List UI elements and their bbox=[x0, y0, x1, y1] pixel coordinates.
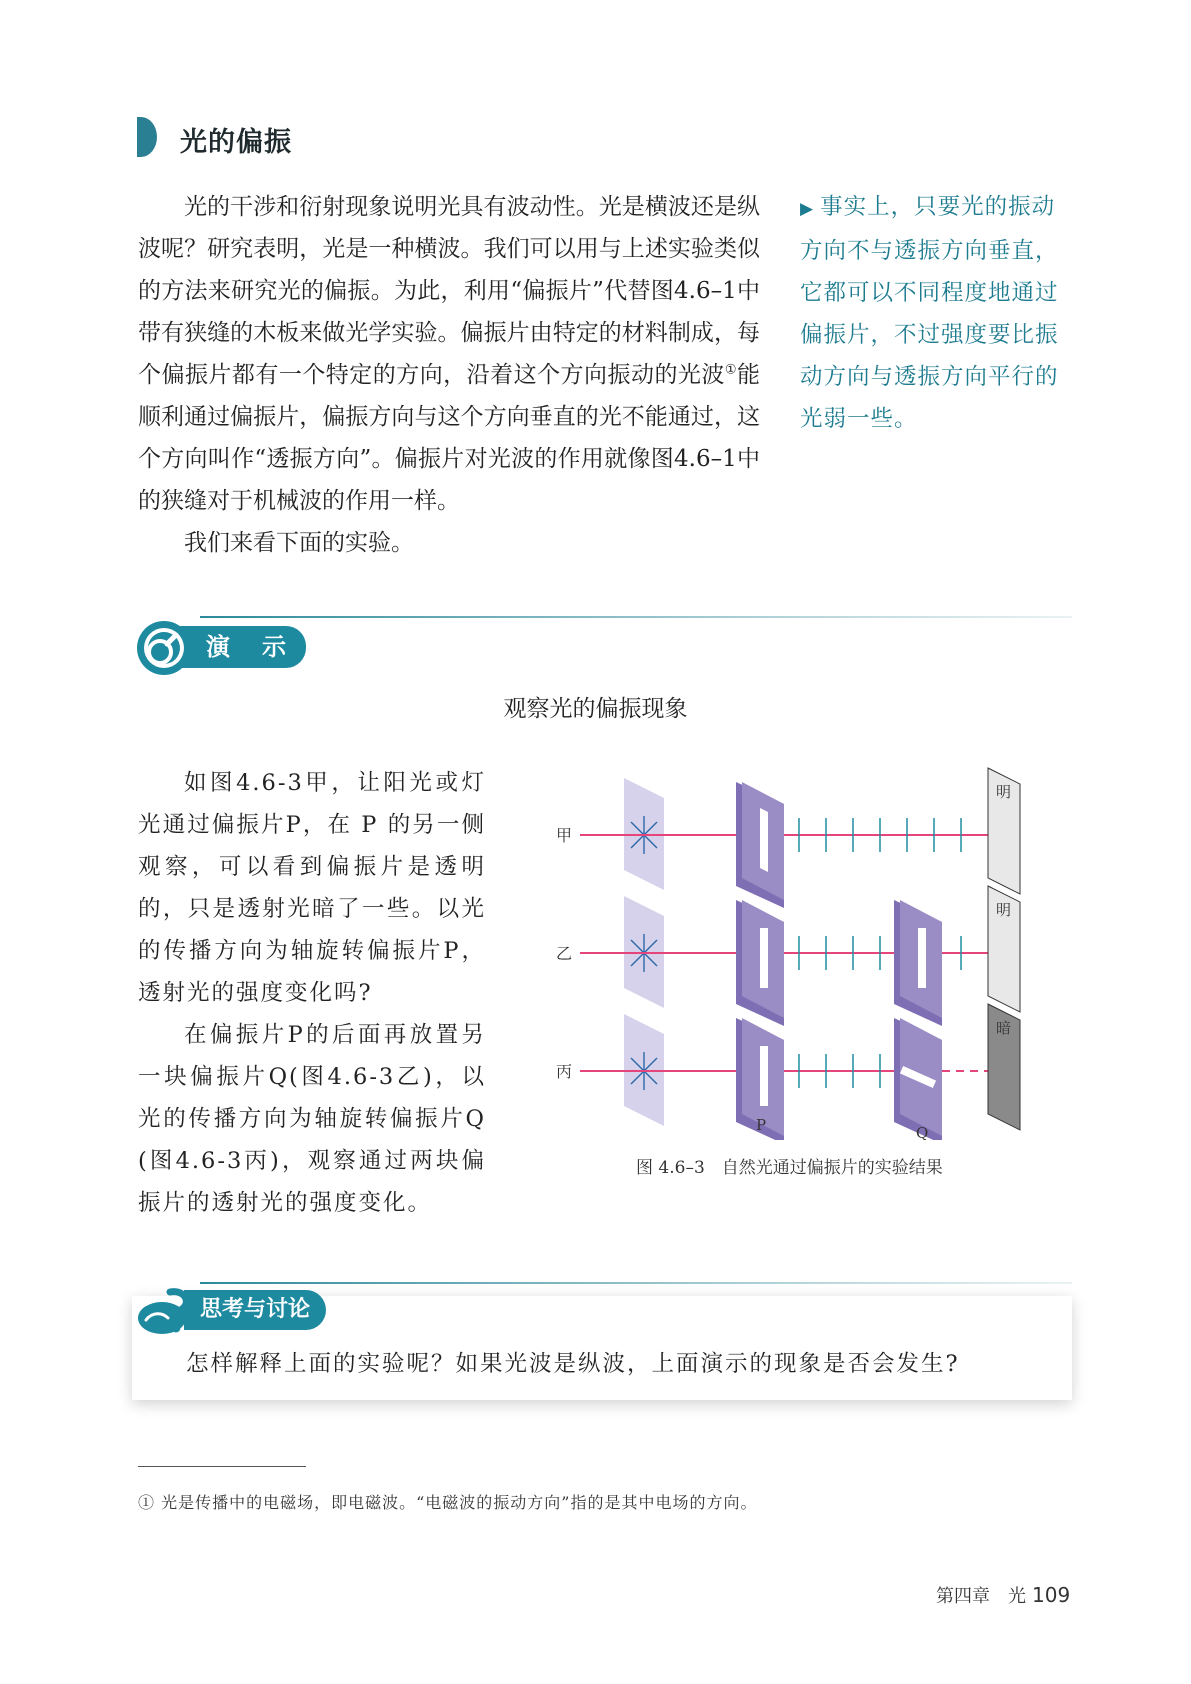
section-title: 光的偏振 bbox=[180, 127, 292, 158]
demo-banner-label: 演 示 bbox=[176, 626, 306, 668]
screen-label: 明 bbox=[996, 901, 1012, 919]
polarizer-slit bbox=[918, 928, 926, 988]
discussion-banner-label: 思考与讨论 bbox=[184, 1290, 326, 1330]
figure-caption: 图 4.6–3 自然光通过偏振片的实验结果 bbox=[636, 1158, 943, 1178]
page-number: 109 bbox=[1032, 1583, 1071, 1607]
footnote: ① 光是传播中的电磁场，即电磁波。“电磁波的振动方向”指的是其中电场的方向。 bbox=[138, 1493, 758, 1512]
polarizer-slit bbox=[760, 928, 768, 988]
body-paragraph-2: 我们来看下面的实验。 bbox=[184, 530, 414, 556]
body-text bbox=[138, 186, 760, 564]
section-marker bbox=[137, 117, 157, 157]
demo-paragraph-1: 如图4.6-3甲，让阳光或灯光通过偏振片P，在 P 的另一侧观察，可以看到偏振片是透明的，只是透射光暗了一些。以光的传播方向为轴旋转偏振片P，透射光的强度变化吗? bbox=[138, 770, 486, 1006]
demo-banner-line bbox=[200, 616, 1072, 618]
polarizer-p-label: P bbox=[756, 1116, 767, 1134]
magnifier-icon bbox=[136, 620, 192, 676]
screen-label: 明 bbox=[996, 783, 1012, 801]
row-label: 丙 bbox=[556, 1062, 573, 1081]
body-paragraph-1-part-b: 能顺利通过偏振片，偏振方向与这个方向垂直的光不能通过，这个方向叫作“透振方向”。偏振片对光波的作用就像图4.6–1中的狭缝对于机械波的作用一样。 bbox=[138, 362, 761, 514]
polarizer-q-label: Q bbox=[916, 1124, 929, 1140]
chapter-label: 第四章 光 bbox=[936, 1586, 1026, 1607]
question-icon bbox=[136, 1284, 196, 1340]
figure-row-bing bbox=[556, 1004, 1020, 1140]
row-label: 乙 bbox=[556, 944, 573, 963]
side-note-text: 事实上，只要光的振动方向不与透振方向垂直，它都可以不同程度地通过偏振片，不过强度要比振动方向与透振方向平行的光弱一些。 bbox=[800, 194, 1059, 432]
side-note-arrow-icon: ▶ bbox=[800, 199, 815, 219]
footnote-ref[interactable]: ① bbox=[724, 362, 738, 378]
demo-title: 观察光的偏振现象 bbox=[503, 696, 688, 722]
screen-label: 暗 bbox=[996, 1019, 1012, 1037]
footnote-divider bbox=[138, 1466, 306, 1467]
row-label: 甲 bbox=[556, 826, 573, 845]
side-note bbox=[800, 186, 1070, 440]
demo-text bbox=[138, 762, 486, 1224]
polarizer-slit bbox=[760, 808, 768, 872]
polarization-figure bbox=[540, 760, 1080, 1140]
discussion-banner-line bbox=[200, 1282, 1072, 1284]
body-paragraph-1 bbox=[138, 186, 760, 522]
polarizer-slit bbox=[760, 1046, 768, 1106]
demo-paragraph-2: 在偏振片P的后面再放置另一块偏振片Q(图4.6-3乙)，以光的传播方向为轴旋转偏振片Q (图4.6-3丙)，观察通过两块偏振片的透射光的强度变化。 bbox=[138, 1022, 486, 1216]
page-footer bbox=[936, 1582, 1070, 1608]
discussion-question: 怎样解释上面的实验呢？如果光波是纵波，上面演示的现象是否会发生? bbox=[186, 1351, 960, 1377]
body-paragraph-1-part-a: 光的干涉和衍射现象说明光具有波动性。光是横波还是纵波呢？研究表明，光是一种横波。我们可以用与上述实验类似的方法来研究光的偏振。为此，利用“偏振片”代替图4.6–1中带有狭缝的木板来做光学实验。偏振片由特定的材料制成，每个偏振片都有一个特定的方向，沿着这个方向振动的光波 bbox=[138, 194, 760, 388]
